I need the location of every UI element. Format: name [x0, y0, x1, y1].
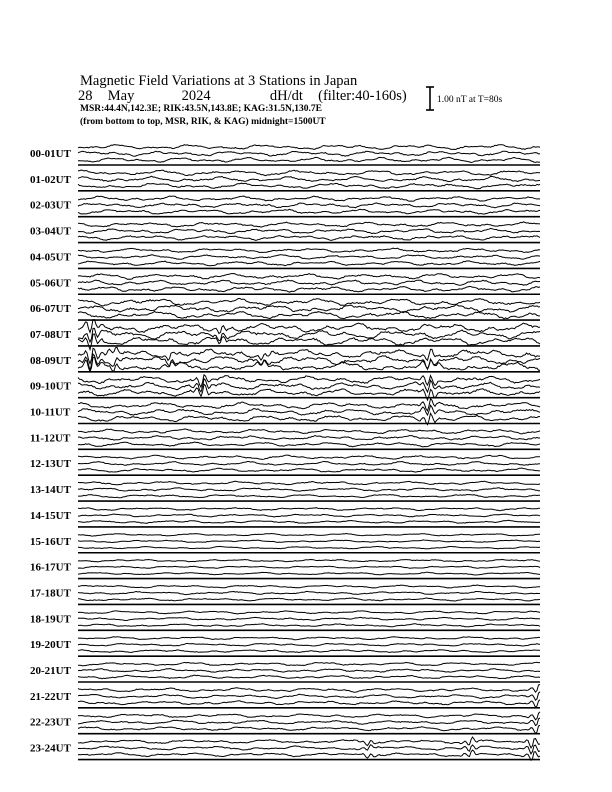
- row-label: 12-13UT: [30, 458, 71, 471]
- date-day: 28: [78, 88, 93, 104]
- quantity-label: dH/dt: [269, 88, 303, 104]
- row-09-10UT: [30, 375, 540, 400]
- trace-rik: [78, 643, 540, 646]
- trace-rik: [78, 540, 540, 543]
- trace-kag: [78, 274, 540, 280]
- trace-kag: [78, 712, 540, 720]
- trace-kag: [78, 299, 540, 306]
- row-16-17UT: [30, 560, 540, 579]
- trace-msr: [78, 311, 540, 319]
- trace-msr: [78, 725, 540, 733]
- trace-kag: [78, 429, 540, 434]
- row-06-07UT: [30, 299, 540, 321]
- row-04-05UT: [30, 248, 540, 268]
- scale-bar-label: 1.00 nT at T=80s: [437, 95, 503, 105]
- trace-rik: [78, 280, 540, 285]
- trace-rik: [78, 461, 540, 465]
- trace-kag: [78, 170, 540, 176]
- trace-kag: [78, 222, 540, 227]
- trace-kag: [78, 737, 540, 748]
- trace-msr: [78, 624, 540, 627]
- trace-msr: [78, 236, 540, 241]
- row-18-19UT: [30, 611, 540, 630]
- trace-msr: [78, 546, 540, 549]
- trace-msr: [78, 468, 540, 472]
- trace-msr: [78, 183, 540, 189]
- trace-rik: [78, 718, 540, 726]
- row-label: 14-15UT: [30, 509, 71, 522]
- trace-kag: [78, 585, 540, 588]
- row-label: 03-04UT: [30, 225, 71, 238]
- row-02-03UT: [30, 196, 540, 217]
- row-03-04UT: [30, 222, 540, 243]
- row-17-18UT: [30, 585, 540, 604]
- trace-msr: [78, 157, 540, 162]
- row-label: 15-16UT: [30, 535, 71, 548]
- trace-msr: [78, 520, 540, 523]
- trace-rik: [78, 566, 540, 568]
- trace-kag: [78, 508, 540, 511]
- trace-rik: [78, 488, 540, 492]
- row-23-24UT: [30, 737, 540, 760]
- row-11-12UT: [30, 429, 540, 449]
- trace-msr: [78, 209, 540, 214]
- trace-rik: [78, 203, 540, 208]
- date-year: 2024: [181, 88, 211, 104]
- row-label: 18-19UT: [30, 613, 71, 626]
- trace-kag: [78, 347, 540, 363]
- row-label: 16-17UT: [30, 561, 71, 574]
- row-14-15UT: [30, 508, 540, 527]
- trace-rik: [78, 591, 540, 594]
- trace-kag: [78, 662, 540, 666]
- row-00-01UT: [30, 145, 540, 165]
- scale-bar: [426, 87, 434, 110]
- row-19-20UT: [30, 637, 540, 656]
- trace-msr: [78, 598, 540, 601]
- trace-kag: [78, 560, 540, 562]
- row-20-21UT: [30, 662, 540, 682]
- row-label: 02-03UT: [30, 199, 71, 212]
- stations-line: MSR:44.4N,142.3E; RIK:43.5N,143.8E; KAG:31.5N,130.7E: [80, 104, 322, 114]
- trace-kag: [78, 611, 540, 614]
- row-label: 10-11UT: [30, 406, 71, 419]
- row-label: 00-01UT: [30, 148, 71, 160]
- date-month: May: [107, 88, 135, 104]
- trace-msr: [78, 675, 540, 679]
- row-08-09UT: [30, 347, 540, 371]
- trace-kag: [78, 399, 540, 411]
- trace-kag: [78, 481, 540, 485]
- row-label: 21-22UT: [30, 690, 71, 703]
- chart-title: Magnetic Field Variations at 3 Stations in Japan: [80, 73, 358, 89]
- trace-rik: [78, 514, 540, 517]
- row-01-02UT: [30, 170, 540, 191]
- trace-msr: [78, 572, 540, 575]
- row-label: 04-05UT: [30, 251, 71, 264]
- trace-kag: [78, 534, 540, 537]
- row-15-16UT: [30, 534, 540, 553]
- row-label: 07-08UT: [30, 328, 71, 341]
- trace-kag: [78, 196, 540, 201]
- trace-kag: [78, 684, 540, 692]
- trace-rik: [78, 669, 540, 673]
- row-label: 20-21UT: [30, 665, 71, 677]
- row-label: 08-09UT: [30, 354, 71, 367]
- trace-kag: [78, 320, 540, 334]
- trace-msr: [78, 650, 540, 653]
- trace-rik: [78, 151, 540, 156]
- row-12-13UT: [30, 455, 540, 475]
- row-05-06UT: [30, 274, 540, 295]
- trace-rik: [78, 436, 540, 441]
- trace-kag: [78, 375, 540, 387]
- row-22-23UT: [30, 712, 540, 734]
- trace-rik: [78, 692, 540, 700]
- trace-kag: [78, 455, 540, 459]
- trace-msr: [78, 286, 540, 292]
- row-07-08UT: [30, 320, 540, 350]
- row-label: 11-12UT: [30, 432, 71, 445]
- trace-msr: [78, 261, 540, 266]
- row-label: 19-20UT: [30, 639, 71, 652]
- row-label: 06-07UT: [30, 303, 71, 316]
- row-label: 13-14UT: [30, 484, 71, 497]
- trace-rik: [78, 305, 540, 313]
- trace-kag: [78, 248, 540, 252]
- trace-rik: [78, 228, 540, 233]
- order-line: (from bottom to top, MSR, RIK, & KAG) midnight=1500UT: [80, 117, 326, 127]
- trace-rik: [78, 176, 540, 181]
- row-label: 05-06UT: [30, 277, 71, 290]
- trace-kag: [78, 637, 540, 640]
- row-label: 17-18UT: [30, 587, 71, 600]
- trace-rik: [78, 617, 540, 620]
- row-label: 01-02UT: [30, 173, 71, 186]
- trace-kag: [78, 145, 540, 150]
- row-13-14UT: [30, 481, 540, 501]
- trace-msr: [78, 442, 540, 447]
- row-label: 09-10UT: [30, 380, 71, 393]
- trace-msr: [78, 700, 540, 708]
- filter-label: (filter:40-160s): [318, 88, 407, 104]
- trace-msr: [78, 495, 540, 498]
- row-label: 23-24UT: [30, 742, 71, 755]
- trace-rik: [78, 255, 540, 260]
- row-label: 22-23UT: [30, 716, 71, 729]
- row-10-11UT: [30, 399, 540, 425]
- trace-rik: [78, 379, 540, 392]
- row-21-22UT: [30, 684, 540, 707]
